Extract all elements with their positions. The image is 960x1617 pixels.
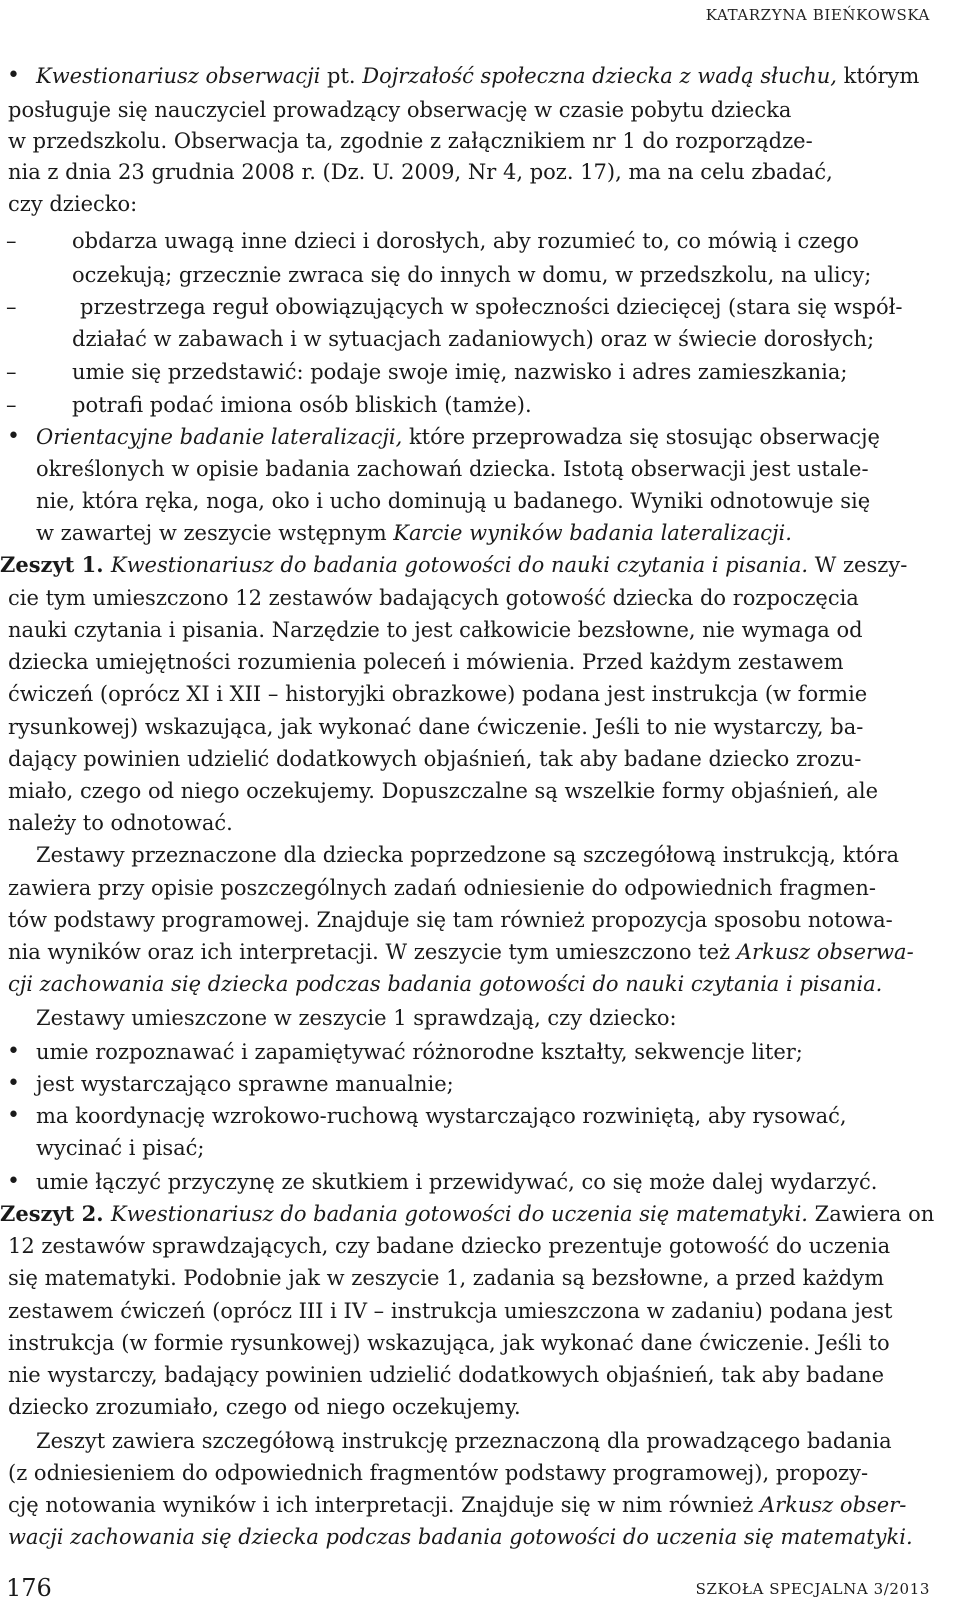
line-text xyxy=(8,125,813,157)
text-run: nia z dnia 23 grudnia 2008 r. (Dz. U. 2009, Nr 4, poz. 17), ma na celu zbadać, xyxy=(8,160,833,184)
line-text xyxy=(8,1521,913,1553)
italic-text: Karcie wyników badania lateralizacji. xyxy=(393,521,792,545)
line-text xyxy=(8,1230,890,1262)
line-text xyxy=(36,421,880,453)
text-run: rysunkowej) wskazująca, jak wykonać dane ćwiczenie. Jeśli to nie wystarczy, ba- xyxy=(8,715,864,739)
text-run: nia wyników oraz ich interpretacji. W zeszycie tym umieszczono też xyxy=(8,940,737,964)
text-line xyxy=(0,1198,960,1230)
italic-text: Arkusz obser- xyxy=(759,1493,907,1517)
text-line xyxy=(0,1100,960,1132)
text-run: tów podstawy programowej. Znajduje się tam również propozycja sposobu notowa- xyxy=(8,908,893,932)
text-line xyxy=(0,968,960,1000)
text-line xyxy=(0,156,960,188)
text-run: przestrzega reguł obowiązujących w społeczności dziecięcej (stara się współ- xyxy=(80,295,903,319)
line-text xyxy=(8,188,137,220)
bullet-marker: • xyxy=(7,1169,20,1194)
line-text xyxy=(8,678,867,710)
line-text xyxy=(8,936,914,968)
text-run: ćwiczeń (oprócz XI i XII – historyjki obrazkowe) podana jest instrukcja (w formie xyxy=(8,682,868,706)
dash-marker: – xyxy=(6,295,17,319)
line-text xyxy=(72,225,859,257)
text-line xyxy=(0,517,960,549)
text-run: instrukcja (w formie rysunkowej) wskazująca, jak wykonać dane ćwiczenie. Jeśli to xyxy=(8,1331,890,1355)
text-run: działać w zabawach i w sytuacjach zadaniowych) oraz w świecie dorosłych; xyxy=(72,327,875,351)
text-line xyxy=(0,1521,960,1553)
line-text xyxy=(8,743,861,775)
line-text xyxy=(8,1391,521,1423)
text-line xyxy=(0,421,960,453)
text-line xyxy=(0,291,960,323)
line-text xyxy=(36,517,792,549)
line-text xyxy=(36,60,919,92)
text-line xyxy=(0,614,960,646)
italic-text: Dojrzałość społeczna dziecka z wadą słuchu, xyxy=(362,64,837,88)
line-text xyxy=(8,646,843,678)
text-line xyxy=(0,1230,960,1262)
text-line xyxy=(0,125,960,157)
text-line xyxy=(0,1489,960,1521)
text-line xyxy=(0,1359,960,1391)
line-text xyxy=(8,711,863,743)
text-line xyxy=(0,582,960,614)
text-line xyxy=(0,1391,960,1423)
text-run: którym xyxy=(836,64,920,88)
text-run: nie, która ręka, noga, oko i ucho dominują u badanego. Wyniki odnotowuje się xyxy=(36,489,871,513)
line-text xyxy=(8,1489,906,1521)
text-run: Zawiera on xyxy=(807,1202,935,1226)
line-text xyxy=(72,389,532,421)
line-text xyxy=(36,1425,892,1457)
line-text xyxy=(72,356,847,388)
line-text xyxy=(72,259,871,291)
line-text xyxy=(8,582,859,614)
line-text xyxy=(8,614,863,646)
line-text xyxy=(8,872,876,904)
text-run: W zeszy- xyxy=(808,553,908,577)
italic-text: Kwestionariusz do badania gotowości do uczenia się matematyki. xyxy=(110,1202,808,1226)
bullet-marker: • xyxy=(7,63,20,88)
text-line xyxy=(0,1132,960,1164)
italic-text: wacji zachowania się dziecka podczas badania gotowości do uczenia się matematyki. xyxy=(8,1525,913,1549)
text-run: zestawem ćwiczeń (oprócz III i IV – instrukcja umieszczona w zadaniu) podana jest xyxy=(8,1299,893,1323)
dash-marker: – xyxy=(6,393,17,417)
text-run: Zestawy przeznaczone dla dziecka poprzedzone są szczegółową instrukcją, która xyxy=(36,843,899,867)
italic-text: cji zachowania się dziecka podczas badania gotowości do nauki czytania i pisania. xyxy=(8,972,883,996)
text-run: pt. xyxy=(320,64,363,88)
line-text xyxy=(36,1068,454,1100)
text-line xyxy=(0,1002,960,1034)
line-text xyxy=(8,1457,868,1489)
text-run: wycinać i pisać; xyxy=(36,1136,205,1160)
text-run: 12 zestawów sprawdzających, czy badane dziecko prezentuje gotowość do uczenia xyxy=(8,1234,891,1258)
text-line xyxy=(0,775,960,807)
text-line xyxy=(0,1068,960,1100)
line-text xyxy=(8,156,833,188)
text-line xyxy=(0,60,960,92)
text-run: miało, czego od niego oczekujemy. Dopuszczalne są wszelkie formy objaśnień, ale xyxy=(8,779,879,803)
text-run: ma koordynację wzrokowo-ruchową wystarczająco rozwiniętą, aby rysować, xyxy=(36,1104,847,1128)
text-line xyxy=(0,1425,960,1457)
text-line xyxy=(0,453,960,485)
running-head: KATARZYNA BIEŃKOWSKA xyxy=(705,6,930,24)
text-line xyxy=(0,1036,960,1068)
bullet-marker: • xyxy=(7,1039,20,1064)
text-line xyxy=(0,356,960,388)
text-run: Zeszyt zawiera szczegółową instrukcję przeznaczoną dla prowadzącego badania xyxy=(36,1429,892,1453)
line-text xyxy=(36,1002,677,1034)
bullet-marker: • xyxy=(7,424,20,449)
line-text xyxy=(72,323,874,355)
text-run: w zawartej w zeszycie wstępnym xyxy=(36,521,394,545)
text-line xyxy=(0,94,960,126)
text-line xyxy=(0,1295,960,1327)
line-text xyxy=(8,968,882,1000)
line-text xyxy=(0,549,907,581)
text-run: Zestawy umieszczone w zeszycie 1 sprawdzają, czy dziecko: xyxy=(36,1006,677,1030)
text-run: jest wystarczająco sprawne manualnie; xyxy=(36,1072,454,1096)
text-run: czy dziecko: xyxy=(8,192,138,216)
bold-text: Zeszyt 2. xyxy=(0,1201,111,1226)
text-run: umie rozpoznawać i zapamiętywać różnorodne kształty, sekwencje liter; xyxy=(36,1040,803,1064)
line-text xyxy=(36,1132,204,1164)
page-number: 176 xyxy=(6,1574,52,1602)
italic-text: Orientacyjne badanie lateralizacji, xyxy=(36,425,403,449)
text-run: potrafi podać imiona osób bliskich (tamże). xyxy=(72,393,532,417)
text-line xyxy=(0,936,960,968)
text-run: określonych w opisie badania zachowań dziecka. Istotą obserwacji jest ustale- xyxy=(36,457,869,481)
italic-text: Kwestionariusz do badania gotowości do nauki czytania i pisania. xyxy=(110,553,809,577)
dash-marker: – xyxy=(6,229,17,253)
text-run: (z odniesieniem do odpowiednich fragmentów podstawy programowej), propozy- xyxy=(8,1461,869,1485)
line-text xyxy=(8,1262,884,1294)
line-text xyxy=(36,1100,847,1132)
text-line xyxy=(0,389,960,421)
text-run: umie łączyć przyczynę ze skutkiem i przewidywać, co się może dalej wydarzyć. xyxy=(36,1170,878,1194)
text-run: które przeprowadza się stosując obserwację xyxy=(402,425,880,449)
dash-marker: – xyxy=(6,360,17,384)
text-run: zawiera przy opisie poszczególnych zadań odniesienie do odpowiednich fragmen- xyxy=(8,876,876,900)
text-run: umie się przedstawić: podaje swoje imię, nazwisko i adres zamieszkania; xyxy=(72,360,848,384)
text-run: obdarza uwagą inne dzieci i dorosłych, aby rozumieć to, co mówią i czego xyxy=(72,229,859,253)
text-run: w przedszkolu. Obserwacja ta, zgodnie z załącznikiem nr 1 do rozporządze- xyxy=(8,129,813,153)
text-run: nauki czytania i pisania. Narzędzie to jest całkowicie bezsłowne, nie wymaga od xyxy=(8,618,863,642)
text-run: się matematyki. Podobnie jak w zeszycie 1, zadania są bezsłowne, a przed każdym xyxy=(8,1266,885,1290)
text-line xyxy=(0,646,960,678)
text-line xyxy=(0,323,960,355)
text-line xyxy=(0,743,960,775)
line-text xyxy=(36,453,869,485)
line-text xyxy=(36,1166,877,1198)
line-text xyxy=(8,807,233,839)
italic-text: Kwestionariusz obserwacji xyxy=(36,64,321,88)
line-text xyxy=(8,775,878,807)
text-run: cję notowania wyników i ich interpretacji. Znajduje się w nim również xyxy=(8,1493,760,1517)
text-run: posługuje się nauczyciel prowadzący obserwację w czasie pobytu dziecka xyxy=(8,98,792,122)
line-text xyxy=(0,1198,934,1230)
text-line xyxy=(0,872,960,904)
italic-text: Arkusz obserwa- xyxy=(736,940,914,964)
line-text xyxy=(80,291,903,323)
bullet-marker: • xyxy=(7,1103,20,1128)
line-text xyxy=(8,94,791,126)
bullet-marker: • xyxy=(7,1071,20,1096)
text-line xyxy=(0,904,960,936)
text-run: cie tym umieszczono 12 zestawów badających gotowość dziecka do rozpoczęcia xyxy=(8,586,859,610)
text-line xyxy=(0,188,960,220)
text-line xyxy=(0,807,960,839)
text-line xyxy=(0,1166,960,1198)
bold-text: Zeszyt 1. xyxy=(0,552,111,577)
text-run: oczekują; grzecznie zwraca się do innych w domu, w przedszkolu, na ulicy; xyxy=(72,263,872,287)
text-line xyxy=(0,485,960,517)
journal-footer: SZKOŁA SPECJALNA 3/2013 xyxy=(695,1580,930,1598)
text-run: należy to odnotować. xyxy=(8,811,233,835)
text-line xyxy=(0,678,960,710)
text-line xyxy=(0,1327,960,1359)
text-run: nie wystarczy, badający powinien udzielić dodatkowych objaśnień, tak aby badane xyxy=(8,1363,884,1387)
line-text xyxy=(8,904,893,936)
text-line xyxy=(0,839,960,871)
line-text xyxy=(8,1327,890,1359)
text-line xyxy=(0,259,960,291)
text-line xyxy=(0,1457,960,1489)
text-run: dziecka umiejętności rozumienia poleceń i mówienia. Przed każdym zestawem xyxy=(8,650,844,674)
text-line xyxy=(0,711,960,743)
line-text xyxy=(8,1295,892,1327)
text-line xyxy=(0,1262,960,1294)
line-text xyxy=(8,1359,884,1391)
line-text xyxy=(36,839,899,871)
text-run: dający powinien udzielić dodatkowych objaśnień, tak aby badane dziecko zrozu- xyxy=(8,747,862,771)
text-run: dziecko zrozumiało, czego od niego oczekujemy. xyxy=(8,1395,521,1419)
line-text xyxy=(36,485,870,517)
text-line xyxy=(0,225,960,257)
text-line xyxy=(0,549,960,581)
line-text xyxy=(36,1036,803,1068)
